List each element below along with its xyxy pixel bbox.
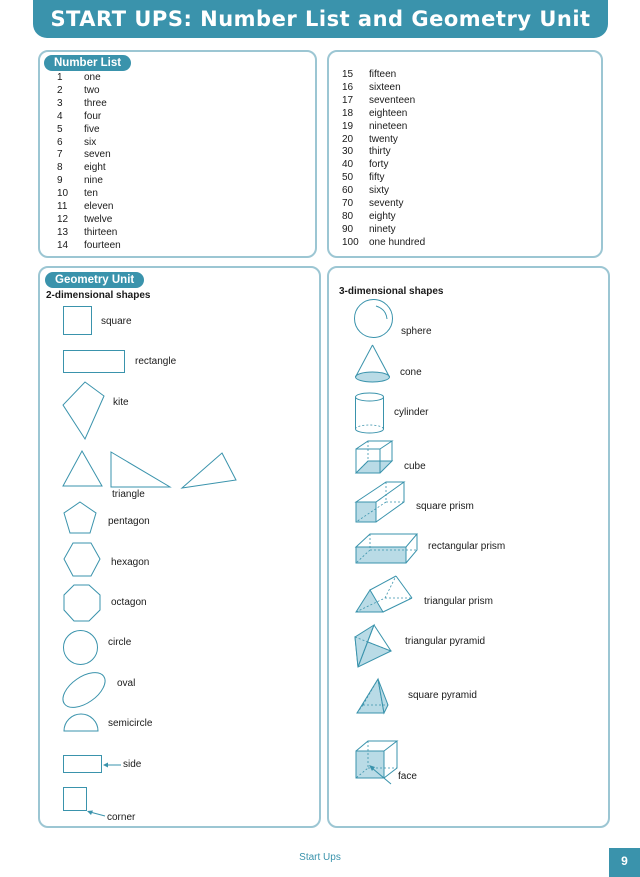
page-number: 9 (609, 848, 640, 877)
footer-text: Start Ups (299, 852, 341, 863)
number-digit: 17 (342, 94, 354, 106)
number-row (57, 187, 237, 200)
number-word: fourteen (84, 239, 121, 251)
number-word: nine (84, 175, 103, 187)
number-row (342, 158, 522, 171)
number-word: one hundred (369, 236, 426, 248)
number-word: ten (84, 188, 98, 200)
number-row (342, 120, 522, 133)
number-row (57, 174, 237, 187)
number-digit: 50 (342, 172, 354, 184)
number-row (57, 84, 237, 97)
square-prism-shape (355, 481, 407, 523)
hexagon-shape (63, 542, 101, 578)
sphere-shape (354, 299, 394, 339)
square-shape (63, 306, 93, 336)
number-word: five (84, 123, 100, 135)
number-row (57, 161, 237, 174)
number-word: three (84, 97, 107, 109)
square-label: square (101, 316, 132, 327)
three-d-heading: 3-dimensional shapes (339, 286, 444, 297)
number-digit: 30 (342, 146, 354, 158)
number-row (342, 81, 522, 94)
number-digit: 8 (57, 162, 63, 174)
triangular-pyramid-label: triangular pyramid (405, 636, 486, 647)
number-row (57, 213, 237, 226)
triangular-prism-label: triangular prism (424, 596, 493, 607)
number-word: fifteen (369, 69, 397, 80)
kite-shape (62, 381, 106, 441)
number-digit: 9 (57, 175, 63, 187)
number-row (342, 68, 522, 81)
number-word: four (84, 110, 102, 122)
two-d-heading: 2-dimensional shapes (46, 290, 151, 301)
number-word: seventy (369, 198, 404, 209)
number-word: seventeen (369, 94, 416, 106)
number-row (342, 94, 522, 107)
corner-label: corner (107, 812, 136, 823)
cone-label: cone (400, 367, 422, 378)
number-digit: 14 (57, 239, 69, 251)
number-word: eight (84, 162, 106, 174)
number-row (57, 97, 237, 110)
corner-shape (63, 787, 109, 819)
triangle-equilateral-shape (62, 450, 104, 488)
number-digit: 40 (342, 159, 354, 171)
number-word: twelve (84, 213, 113, 225)
geometry-unit-tab: Geometry Unit (45, 272, 144, 288)
number-digit: 80 (342, 210, 354, 222)
number-word: sixty (369, 185, 389, 197)
number-row (57, 110, 237, 123)
number-word: ninety (369, 223, 396, 235)
square-prism-label: square prism (416, 501, 474, 512)
number-digit: 7 (57, 149, 63, 161)
page-title: START UPS: Number List and Geometry Unit (50, 7, 591, 31)
number-row (342, 107, 522, 120)
rectangular-prism-label: rectangular prism (428, 541, 506, 552)
number-row (342, 236, 522, 249)
number-digit: 20 (342, 133, 354, 145)
number-digit: 60 (342, 185, 354, 197)
number-digit: 100 (342, 236, 359, 248)
triangle-right-shape (110, 451, 172, 489)
number-digit: 3 (57, 97, 63, 109)
number-word: two (84, 84, 100, 96)
kite-label: kite (113, 397, 129, 408)
number-digit: 13 (57, 226, 69, 238)
number-word: eighty (369, 210, 396, 222)
number-digit: 5 (57, 123, 63, 135)
side-shape (63, 755, 123, 775)
number-word: seven (84, 149, 111, 161)
number-digit: 11 (57, 201, 68, 212)
sphere-label: sphere (401, 326, 432, 337)
cube-shape (355, 440, 395, 474)
number-digit: 4 (57, 110, 63, 122)
triangle-scalene-shape (180, 452, 238, 490)
number-word: eighteen (369, 107, 408, 119)
hexagon-label: hexagon (111, 557, 150, 568)
number-row (342, 145, 522, 158)
number-row (342, 171, 522, 184)
octagon-label: octagon (111, 597, 147, 608)
rectangular-prism-shape (355, 533, 419, 565)
rectangle-shape (63, 350, 125, 374)
number-word: fifty (369, 172, 385, 184)
face-shape (355, 740, 403, 784)
number-digit: 15 (342, 69, 354, 80)
number-digit: 2 (57, 84, 63, 96)
number-digit: 10 (57, 188, 69, 200)
rectangle-label: rectangle (135, 356, 177, 367)
number-digit: 6 (57, 136, 63, 148)
number-word: eleven (84, 201, 114, 212)
number-digit: 1 (57, 72, 63, 83)
number-word: six (84, 136, 97, 148)
semicircle-label: semicircle (108, 718, 153, 729)
number-word: forty (369, 159, 389, 171)
number-row (342, 210, 522, 223)
cube-label: cube (404, 461, 426, 472)
cylinder-label: cylinder (394, 407, 429, 418)
title-bar (33, 0, 608, 38)
square-pyramid-shape (356, 678, 390, 716)
octagon-shape (63, 584, 101, 622)
number-digit: 70 (342, 198, 354, 209)
number-list-tab: Number List (44, 55, 131, 71)
circle-label: circle (108, 637, 132, 648)
number-row (342, 133, 522, 146)
number-row (57, 123, 237, 136)
semicircle-shape (63, 712, 99, 732)
number-row (342, 197, 522, 210)
number-word: nineteen (369, 120, 408, 132)
square-pyramid-label: square pyramid (408, 690, 477, 701)
number-word: twenty (369, 133, 398, 145)
triangle-label: triangle (112, 489, 145, 500)
number-word: sixteen (369, 81, 401, 93)
number-row (57, 148, 237, 161)
circle-shape (63, 630, 99, 666)
number-row (342, 223, 522, 236)
number-word: thirty (369, 146, 391, 158)
number-digit: 90 (342, 223, 354, 235)
pentagon-shape (63, 501, 99, 535)
oval-label: oval (117, 678, 136, 689)
number-digit: 18 (342, 107, 354, 119)
cone-shape (355, 344, 391, 386)
number-digit: 19 (342, 120, 354, 132)
face-label: face (398, 771, 417, 782)
pentagon-label: pentagon (108, 516, 150, 527)
cylinder-shape (355, 392, 385, 436)
number-row (57, 136, 237, 149)
number-row (57, 71, 237, 84)
number-word: thirteen (84, 226, 118, 238)
side-label: side (123, 759, 142, 770)
number-digit: 12 (57, 213, 69, 225)
number-row (57, 239, 237, 252)
triangular-pyramid-shape (354, 624, 394, 670)
oval-shape (61, 670, 107, 710)
number-row (57, 200, 237, 213)
triangular-prism-shape (355, 575, 415, 615)
number-digit: 16 (342, 81, 354, 93)
number-row (57, 226, 237, 239)
number-row (342, 184, 522, 197)
number-word: one (84, 72, 101, 83)
